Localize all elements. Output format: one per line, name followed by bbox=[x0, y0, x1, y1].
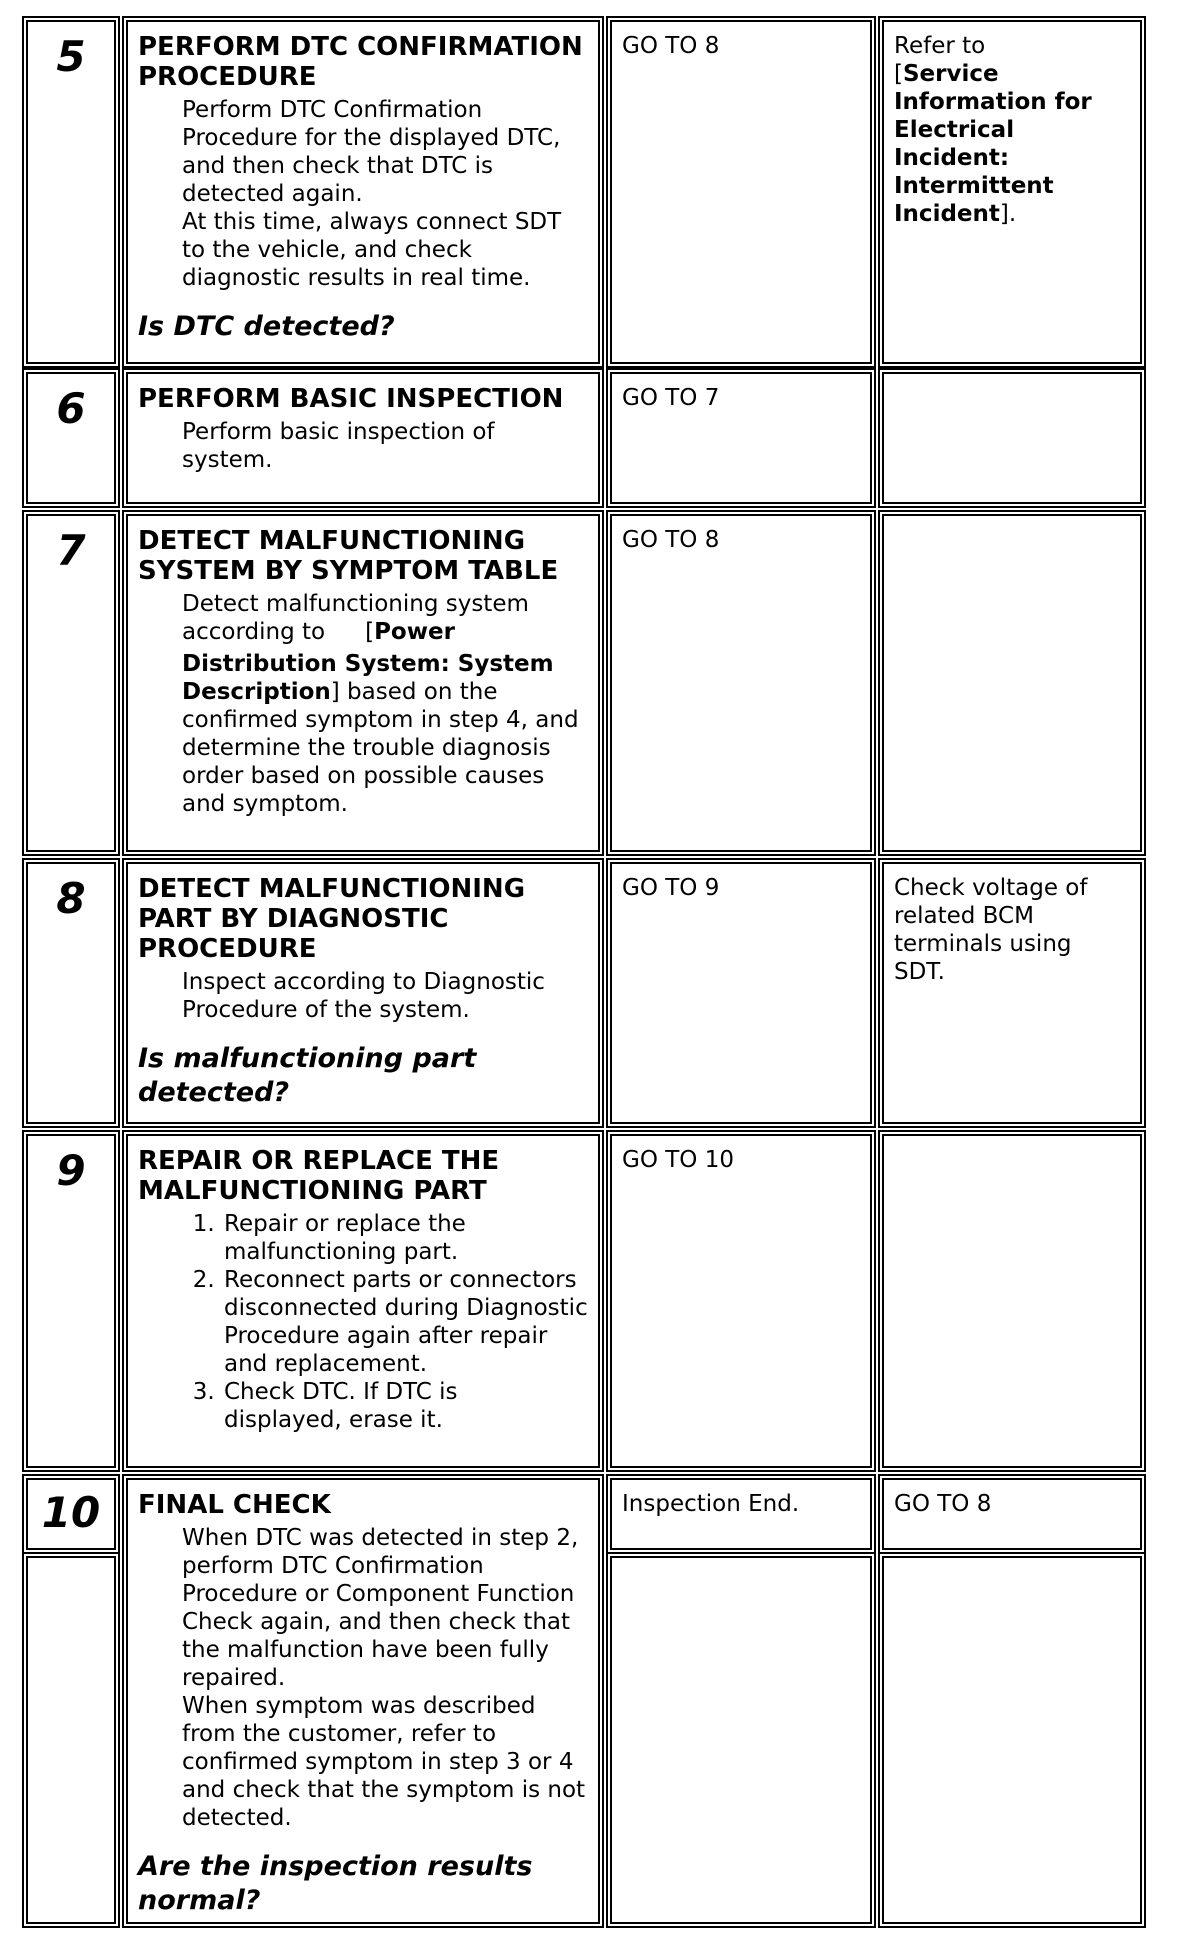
table-row-step-6 bbox=[22, 368, 1146, 510]
step-number: 10 bbox=[41, 1488, 101, 1537]
step-title: FINAL CHECK bbox=[138, 1490, 331, 1520]
step-title bbox=[138, 32, 590, 92]
no-note bbox=[894, 874, 1132, 986]
step-body bbox=[182, 968, 590, 1024]
step-title bbox=[138, 526, 590, 586]
list-item bbox=[222, 1210, 590, 1266]
yes-cell bbox=[606, 858, 876, 1128]
reference-text: Intermittent bbox=[894, 173, 1054, 199]
no-cell bbox=[878, 1474, 1146, 1554]
reference-text: Service bbox=[902, 61, 999, 87]
body-line: determine the trouble diagnosis bbox=[182, 735, 551, 761]
reference-text: Electrical bbox=[894, 117, 1015, 143]
step-body bbox=[182, 418, 590, 474]
step-cell-empty bbox=[22, 1552, 120, 1928]
procedure-cell bbox=[122, 1130, 604, 1472]
step-cell bbox=[22, 1474, 120, 1554]
step-question bbox=[138, 1850, 590, 1918]
substep-list bbox=[182, 1210, 590, 1434]
table-row-step-7 bbox=[22, 510, 1146, 858]
no-cell bbox=[878, 1130, 1146, 1472]
reference-link[interactable] bbox=[894, 60, 1132, 88]
yes-goto[interactable]: GO TO 10 bbox=[622, 1147, 734, 1173]
step-title-line: PERFORM DTC CONFIRMATION bbox=[138, 32, 583, 62]
yes-goto[interactable]: Inspection End. bbox=[622, 1491, 800, 1517]
reference-text: Incident bbox=[894, 201, 1000, 227]
step-body bbox=[182, 96, 590, 292]
no-cell bbox=[878, 510, 1146, 856]
list-line: and replacement. bbox=[224, 1351, 428, 1377]
list-line: disconnected during Diagnostic bbox=[224, 1295, 588, 1321]
note-line: related BCM bbox=[894, 903, 1034, 929]
list-item bbox=[222, 1378, 590, 1434]
body-text: ] based on the bbox=[330, 679, 498, 705]
reference-text: Incident: bbox=[894, 145, 1010, 171]
step-body bbox=[182, 1524, 590, 1832]
yes-goto[interactable]: GO TO 9 bbox=[622, 875, 720, 901]
step-cell bbox=[22, 858, 120, 1128]
body-line: Procedure or Component Function bbox=[182, 1581, 575, 1607]
step-number: 5 bbox=[56, 32, 86, 81]
question-line: Are the inspection results bbox=[138, 1851, 533, 1882]
body-line: and symptom. bbox=[182, 791, 348, 817]
body-line: and then check that DTC is bbox=[182, 153, 494, 179]
body-line: Detect malfunctioning system bbox=[182, 591, 529, 617]
body-line: system. bbox=[182, 447, 273, 473]
note-line: terminals using bbox=[894, 931, 1072, 957]
list-line: 3. Check DTC. If DTC is bbox=[224, 1379, 458, 1405]
yes-cell-empty bbox=[606, 1552, 876, 1928]
step-number: 8 bbox=[56, 874, 86, 923]
yes-goto[interactable]: GO TO 8 bbox=[622, 33, 720, 59]
procedure-cell bbox=[122, 368, 604, 508]
note-line: SDT. bbox=[894, 959, 945, 985]
body-line: Check again, and then check that bbox=[182, 1609, 571, 1635]
table-row-step-5 bbox=[22, 16, 1146, 368]
step-title bbox=[138, 874, 590, 964]
bracket-close: ]. bbox=[999, 201, 1017, 227]
table-row-step-8 bbox=[22, 858, 1146, 1130]
yes-cell bbox=[606, 1474, 876, 1554]
procedure-cell bbox=[122, 1474, 604, 1928]
body-line bbox=[182, 618, 590, 646]
reference-text: Information for bbox=[894, 89, 1092, 115]
list-line: malfunctioning part. bbox=[224, 1239, 459, 1265]
body-line: diagnostic results in real time. bbox=[182, 265, 531, 291]
no-cell bbox=[878, 368, 1146, 508]
yes-goto[interactable]: GO TO 8 bbox=[622, 527, 720, 553]
step-title-line: SYSTEM BY SYMPTOM TABLE bbox=[138, 556, 559, 586]
step-number: 9 bbox=[56, 1146, 86, 1195]
yes-cell bbox=[606, 16, 876, 368]
step-cell bbox=[22, 1130, 120, 1472]
procedure-cell bbox=[122, 510, 604, 856]
body-line: Inspect according to Diagnostic bbox=[182, 969, 545, 995]
body-line: confirmed symptom in step 4, and bbox=[182, 707, 579, 733]
step-cell bbox=[22, 16, 120, 368]
body-line: Procedure of the system. bbox=[182, 997, 470, 1023]
body-text: according to bbox=[182, 619, 326, 645]
body-line: detected. bbox=[182, 1805, 292, 1831]
question-line: detected? bbox=[138, 1077, 290, 1108]
step-question: Is DTC detected? bbox=[138, 311, 395, 342]
step-cell bbox=[22, 510, 120, 856]
question-line: normal? bbox=[138, 1885, 261, 1916]
body-line: and check that the symptom is not bbox=[182, 1777, 586, 1803]
step-title-line: PROCEDURE bbox=[138, 62, 317, 92]
body-line: perform DTC Confirmation bbox=[182, 1553, 484, 1579]
yes-goto[interactable]: GO TO 7 bbox=[622, 385, 720, 411]
bracket-open: [ bbox=[894, 61, 903, 87]
body-line: When symptom was described bbox=[182, 1693, 536, 1719]
table-row-step-9 bbox=[22, 1130, 1146, 1474]
step-title: PERFORM BASIC INSPECTION bbox=[138, 384, 564, 414]
yes-cell bbox=[606, 510, 876, 856]
step-title-line: PROCEDURE bbox=[138, 934, 317, 964]
bracket-open: [ bbox=[365, 619, 375, 645]
step-body bbox=[182, 590, 590, 818]
step-title-line: PART BY DIAGNOSTIC bbox=[138, 904, 449, 934]
body-line: Perform basic inspection of bbox=[182, 419, 495, 445]
question-line: Is malfunctioning part bbox=[138, 1043, 477, 1074]
body-line: repaired. bbox=[182, 1665, 286, 1691]
step-number: 7 bbox=[56, 526, 86, 575]
reference-prefix: Refer to bbox=[894, 33, 986, 59]
no-reference bbox=[894, 32, 1132, 228]
list-item bbox=[222, 1266, 590, 1378]
no-goto[interactable]: GO TO 8 bbox=[894, 1491, 992, 1517]
body-line: detected again. bbox=[182, 181, 363, 207]
body-line: When DTC was detected in step 2, bbox=[182, 1525, 579, 1551]
yes-cell bbox=[606, 1130, 876, 1472]
reference-link[interactable]: Description bbox=[182, 679, 331, 705]
body-line: from the customer, refer to bbox=[182, 1721, 497, 1747]
list-line: 1. Repair or replace the bbox=[224, 1211, 466, 1237]
step-number: 6 bbox=[56, 384, 86, 433]
step-cell bbox=[22, 368, 120, 508]
procedure-table bbox=[22, 16, 1146, 1928]
list-line: Procedure again after repair bbox=[224, 1323, 548, 1349]
body-line: At this time, always connect SDT bbox=[182, 209, 562, 235]
step-title bbox=[138, 1146, 590, 1206]
body-line: to the vehicle, and check bbox=[182, 237, 472, 263]
no-cell-empty bbox=[878, 1552, 1146, 1928]
no-cell bbox=[878, 858, 1146, 1128]
table-row-step-10 bbox=[22, 1474, 1146, 1928]
step-title-line: DETECT MALFUNCTIONING bbox=[138, 874, 526, 904]
step-question bbox=[138, 1042, 590, 1110]
note-line: Check voltage of bbox=[894, 875, 1088, 901]
body-line: order based on possible causes bbox=[182, 763, 545, 789]
list-line: 2. Reconnect parts or connectors bbox=[224, 1267, 577, 1293]
body-line: confirmed symptom in step 3 or 4 bbox=[182, 1749, 574, 1775]
reference-link[interactable]: Distribution System: System bbox=[182, 651, 554, 677]
body-line: Perform DTC Confirmation bbox=[182, 97, 483, 123]
step-title-line: MALFUNCTIONING PART bbox=[138, 1176, 487, 1206]
body-line: the malfunction have been fully bbox=[182, 1637, 549, 1663]
body-line bbox=[182, 678, 590, 706]
procedure-cell bbox=[122, 858, 604, 1128]
procedure-cell bbox=[122, 16, 604, 368]
reference-link[interactable]: Power bbox=[374, 619, 455, 645]
body-line: Procedure for the displayed DTC, bbox=[182, 125, 561, 151]
step-title-line: DETECT MALFUNCTIONING bbox=[138, 526, 526, 556]
no-cell bbox=[878, 16, 1146, 368]
body-line bbox=[182, 650, 590, 678]
step-title-line: REPAIR OR REPLACE THE bbox=[138, 1146, 500, 1176]
list-line: displayed, erase it. bbox=[224, 1407, 443, 1433]
yes-cell bbox=[606, 368, 876, 508]
